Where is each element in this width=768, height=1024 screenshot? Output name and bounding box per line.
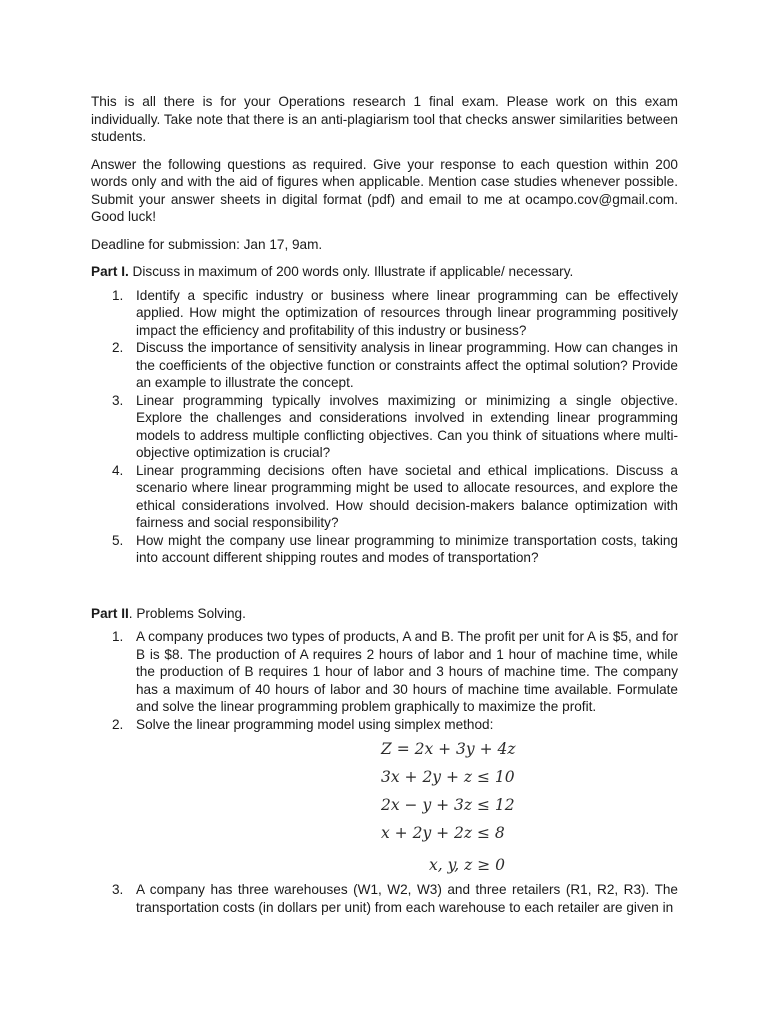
question-text: Linear programming typically involves maximizing or minimizing a single objective. Explore the challenges and considerations involved in extending linear programming models to address multiple conflicting objectives. Can you think of situations where multi-objective optimization is crucial? — [136, 392, 678, 460]
part2-problem — [91, 881, 678, 916]
problem-text: A company has three warehouses (W1, W2, W3) and three retailers (R1, R2, R3). The transportation costs (in dollars per unit) from each warehouse to each retailer are given in — [136, 882, 678, 915]
intro-paragraph-1: This is all there is for your Operations research 1 final exam. Please work on this exam individually. Take note that there is an anti-plagiarism tool that checks answer similarities between students. — [91, 94, 678, 144]
part2-heading — [91, 605, 678, 623]
question-number: 4. — [112, 462, 124, 478]
question-number: 1. — [112, 287, 124, 303]
constraint-3: x + 2y + 2z ≤ 8 — [381, 824, 505, 842]
intro-paragraph-2: Answer the following questions as required. Give your response to each question within 200 words only and with the aid of figures when applicable. Mention case studies whenever possible. Submit your answer sheets in digital format (pdf) and email to me at ocampo.cov@gmail.com. Good luck! — [91, 156, 678, 224]
part2-label: Part II — [91, 605, 129, 621]
part1-question — [91, 532, 678, 567]
part1-instructions: Discuss in maximum of 200 words only. Illustrate if applicable/ necessary. — [128, 264, 574, 279]
problem-text: A company produces two types of products, A and B. The profit per unit for A is $5, and for B is $8. The production of A requires 2 hours of labor and 1 hour of machine time, while the production of B requires 1 hour of labor and 3 hours of machine time. The company has a maximum of 40 hours of labor and 30 hours of machine time available. Formulate and solve the linear programming problem graphically to maximize the profit. — [136, 629, 678, 714]
part1-question — [91, 462, 678, 532]
objective-function: Z = 2x + 3y + 4z — [381, 740, 516, 758]
problem-number: 2. — [112, 716, 124, 732]
part2-problem-list — [91, 628, 678, 916]
question-text: Discuss the importance of sensitivity analysis in linear programming. How can changes in the coefficients of the objective function or constraints affect the optimal solution? Provide an example to illustrate the concept. — [136, 340, 678, 390]
problem-number: 1. — [112, 629, 124, 644]
constraint-1: 3x + 2y + z ≤ 10 — [381, 768, 515, 786]
part1-question-list — [91, 287, 678, 567]
question-text: Linear programming decisions often have societal and ethical implications. Discuss a scenario where linear programming might be used to allocate resources, and explore the ethical considerations involved. How should decision-makers balance optimization with fairness and social responsibility? — [136, 462, 678, 530]
question-number: 5. — [112, 532, 124, 548]
part2-problem — [91, 716, 678, 880]
problem-text: Solve the linear programming model using simplex method: — [136, 716, 494, 732]
constraint-2: 2x − y + 3z ≤ 12 — [381, 796, 515, 814]
problem-number: 3. — [112, 882, 124, 897]
part1-question — [91, 339, 678, 392]
part1-question — [91, 392, 678, 462]
part2-instructions: . Problems Solving. — [128, 605, 246, 621]
part1-label: Part I. — [91, 264, 129, 279]
part1-question — [91, 287, 678, 340]
simplex-model — [136, 735, 678, 879]
non-negativity-constraint: x, y, z ≥ 0 — [429, 856, 506, 874]
question-text: How might the company use linear programming to minimize transportation costs, taking into account different shipping routes and modes of transportation? — [136, 532, 678, 565]
question-text: Identify a specific industry or business where linear programming can be effectively applied. How might the optimization of resources through linear programming positively impact the efficiency and profitability of this industry or business? — [136, 287, 678, 338]
question-number: 3. — [112, 392, 124, 408]
part2-problem — [91, 628, 678, 716]
deadline-text: Deadline for submission: Jan 17, 9am. — [91, 236, 323, 252]
question-number: 2. — [112, 340, 124, 355]
exam-content — [91, 93, 678, 916]
part1-heading — [91, 263, 678, 281]
